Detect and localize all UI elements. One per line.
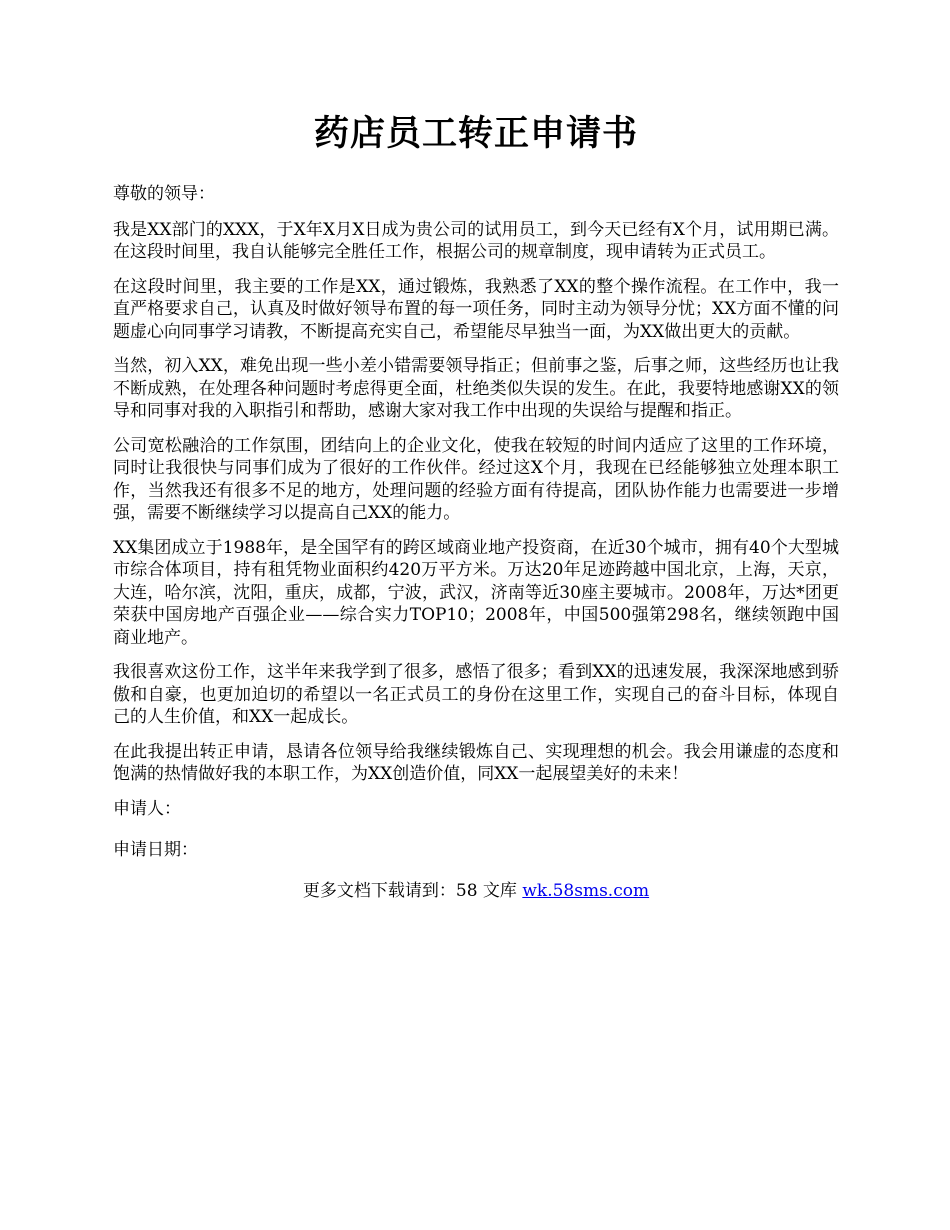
paragraph-7: 在此我提出转正申请，恳请各位领导给我继续锻炼自己、实现理想的机会。我会用谦虚的态度和饱满的热情做好我的本职工作，为XX创造价值，同XX一起展望美好的未来！ bbox=[113, 741, 839, 784]
document-title: 药店员工转正申请书 bbox=[313, 113, 638, 154]
paragraph-3: 当然，初入XX，难免出现一些小差小错需要领导指正；但前事之鉴，后事之师，这些经历也让我不断成熟，在处理各种问题时考虑得更全面，杜绝类似失误的发生。在此，我要特地感谢XX的领导和同事对我的入职指引和帮助，感谢大家对我工作中出现的失误给与提醒和指正。 bbox=[113, 356, 839, 421]
greeting: 尊敬的领导： bbox=[113, 184, 215, 204]
footer-prefix: 更多文档下载请到：58 文库 bbox=[302, 880, 523, 901]
paragraph-1: 我是XX部门的XXX，于X年X月X日成为贵公司的试用员工，到今天已经有X个月，试用期已满。在这段时间里，我自认能够完全胜任工作，根据公司的规章制度，现申请转为正式员工。 bbox=[113, 219, 839, 262]
applicant-label: 申请人： bbox=[113, 798, 181, 819]
footer-link[interactable]: wk.58sms.com bbox=[522, 880, 650, 901]
paragraph-2: 在这段时间里，我主要的工作是XX，通过锻炼，我熟悉了XX的整个操作流程。在工作中，我一直严格要求自己，认真及时做好领导布置的每一项任务，同时主动为领导分忧；XX方面不懂的问题虚心向同事学习请教，不断提高充实自己，希望能尽早独当一面，为XX做出更大的贡献。 bbox=[113, 276, 839, 342]
footer bbox=[113, 880, 839, 902]
date-label: 申请日期： bbox=[113, 839, 198, 860]
paragraph-5: XX集团成立于1988年，是全国罕有的跨区域商业地产投资商，在近30个城市，拥有40个大型城市综合体项目，持有租凭物业面积约420万平方米。万达20年足迹跨越中国北京，上海，天京，大连，哈尔滨，沈阳，重庆，成都，宁波，武汉，济南等近30座主要城市。2008年，万达*团更荣获中国房地产百强企业——综合实力TOP10；2008年，中国500强第298名，继续领跑中国商业地产。 bbox=[113, 537, 839, 648]
paragraph-6: 我很喜欢这份工作，这半年来我学到了很多，感悟了很多；看到XX的迅速发展，我深深地感到骄傲和自豪，也更加迫切的希望以一名正式员工的身份在这里工作，实现自己的奋斗目标，体现自己的人生价值，和XX一起成长。 bbox=[113, 662, 839, 727]
paragraph-4: 公司宽松融洽的工作氛围，团结向上的企业文化，使我在较短的时间内适应了这里的工作环境，同时让我很快与同事们成为了很好的工作伙伴。经过这X个月，我现在已经能够独立处理本职工作，当然我还有很多不足的地方，处理问题的经验方面有待提高，团队协作能力也需要进一步增强，需要不断继续学习以提高自己XX的能力。 bbox=[113, 435, 839, 523]
